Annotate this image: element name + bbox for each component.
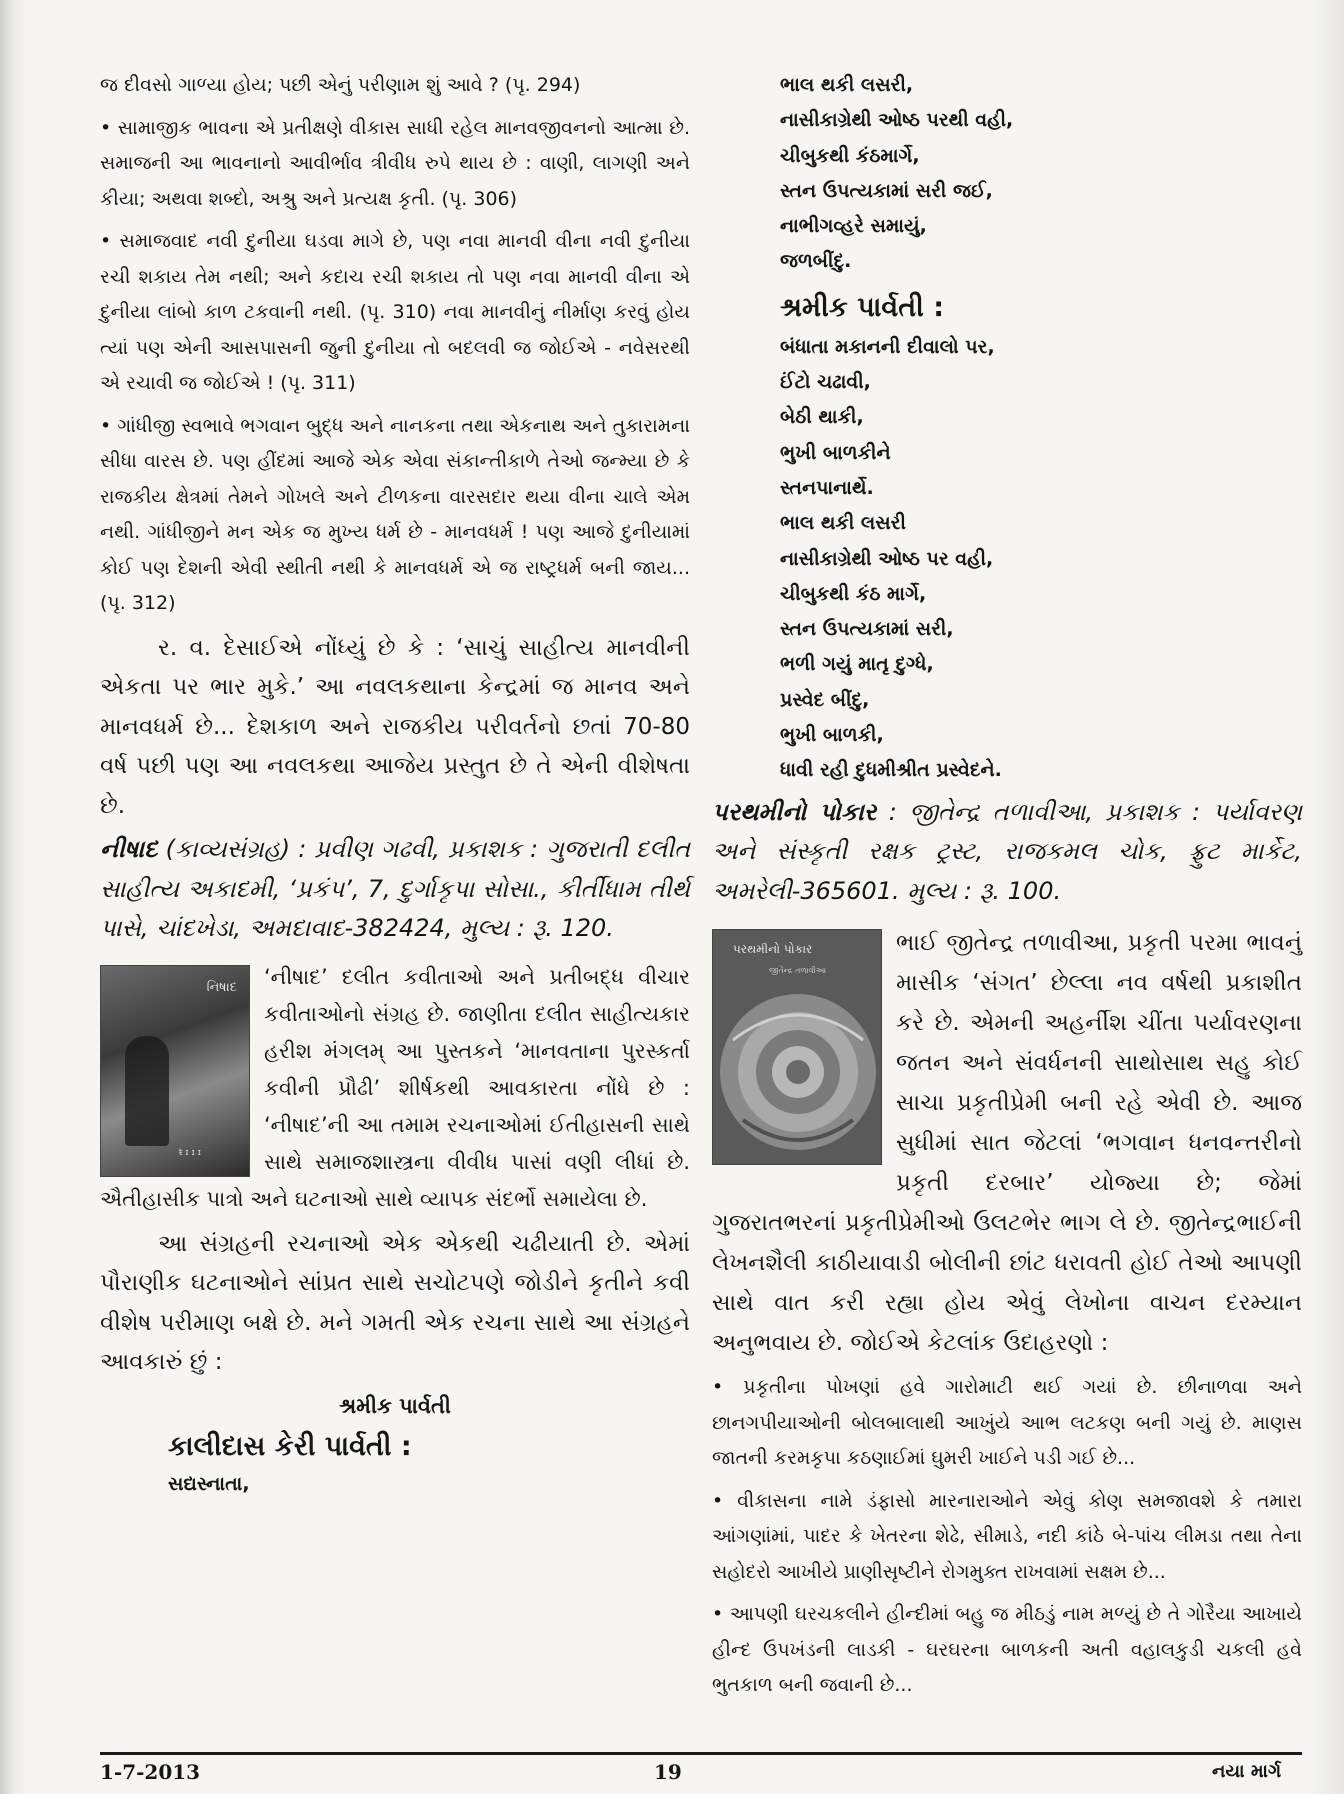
poem-part1-title: કાલીદાસ કેરી પાર્વતી : [168,1430,412,1462]
parthami-cover-author: જીતેન્દ્ર તળાવીઆ [769,966,827,976]
page-number: 19 [654,1760,682,1784]
poem-line: ધાવી રહી દુધમીશ્રીત પ્રસ્વેદને. [780,759,1002,782]
poem-line: ચીબુકથી કંઠ માર્ગે, [780,582,927,605]
poem-stanza-a [712,68,1302,789]
poem-line: ઈંટો ચઢાવી, [780,371,871,394]
footer-rule [100,1752,1302,1755]
quote-nature: • પ્રકૃતીના પોખણાં હવે ગારોમાટી થઈ ગયાં છે. છીનાળવા અને છાનગપીયાઓની બોલબાલાથી આખુંયે આભ લટકણ બની ગયું છે. માણસ જાતની કરમકૃપા કઠણાઈમાં ઘુમરી ખાઈને પડી ગઈ છે... [712,1376,1302,1470]
poem-line: નાસીકાગ્રેથી ઓષ્ઠ પર વહી, [780,547,994,570]
book-nishad-heading [100,830,690,949]
poem-line: સ્તનપાનાર્થે. [780,476,874,499]
paragraph-desai: ર. વ. દેસાઈએ નોંધ્યું છે કે : ‘સાચું સાહીત્ય માનવીની એકતા પર ભાર મુકે.’ આ નવલકથાના કેન્દ્રમાં જ માનવ અને માનવધર્મ છે... દેશકાળ અને રાજકીય પરીવર્તનો છતાં 70-80 વર્ષ પછી પણ આ નવલકથા આજેય પ્રસ્તુત છે તે એની વીશેષતા છે. [100,634,690,819]
parthami-review [712,923,1302,1363]
parthami-cover-title: પરથમીનો પોકાર [733,942,813,957]
paragraph-intro: જ દીવસો ગાળ્યા હોય; પછી એનું પરીણામ શું આવે ? (પૃ. 294) [100,74,581,96]
nishad-cover-image [100,965,250,1177]
poem-line: ભુખી બાળકી, [780,724,884,747]
poem-line: બેઠી થાકી, [780,406,864,429]
quote-socialism: • સમાજવાદ નવી દુનીયા ઘડવા માગે છે, પણ નવા માનવી વીના નવી દુનીયા રચી શકાય તેમ નથી; અને કદાચ રચી શકાય તો પણ નવા માનવી વીના એ દુનીયા લાંબો કાળ ટકવાની નથી. (પૃ. 310) નવા માનવીનું નીર્માણ કરવું હોય ત્યાં પણ એની આસપાસની જુની દુનીયા તો બદલવી જ જોઈએ - નવેસરથી એ રચાવી જ જોઈએ ! (પૃ. 311) [100,230,690,394]
poem-line: ભુખી બાળકીને [780,441,891,464]
left-column [100,68,690,1502]
paragraph-nishad-intro: ‘નીષાદ’ દલીત કવીતાઓ અને પ્રતીબદ્ધ વીચાર કવીતાઓનો સંગ્રહ છે. જાણીતા દલીત સાહીત્યકાર હરીશ મંગલમ્ આ પુસ્તકને ‘માનવતાના પુરસ્કર્તા કવીની પ્રૌઢી’ શીર્ષકથી આવકારતા નોંધે છે : ‘નીષાદ’ની આ તમામ રચનાઓમાં ઈતીહાસની સાથે સાથે સમાજશાસ્ત્રના વીવીધ પાસાં વણી લીધાં છે. ઐતીહાસીક પાત્રો અને ઘટનાઓ સાથે વ્યાપક સંદર્ભો સમાયેલા છે. [100,964,690,1211]
poem-first-line: સદ્યસ્નાતા, [168,1472,250,1495]
poem-line: ભાલ થકી લસરી, [780,74,914,96]
book-parthami-title: પરથમીનો પોકાર [712,797,877,826]
book-nishad-info: (કાવ્યસંગ્રહ) : પ્રવીણ ગઢવી, પ્રકાશક : ગુજરાતી દલીત સાહીત્ય અકાદમી, ‘પ્રકંપ’, 7, દુર્ગાકૃપા સોસા., કીર્તીધામ તીર્થ પાસે, ચાંદખેડા, અમદાવાદ-382424, મુલ્ય : રૂ. 120. [100,835,690,942]
book-nishad-title: નીષાદ [100,835,158,863]
quote-development: • વીકાસના નામે ડંફાસો મારનારાઓને એવું કોણ સમજાવશે કે તમારા આંગણાંમાં, પાદર કે ખેતરના શેઢે, સીમાડે, નદી કાંઠે બે-પાંચ લીમડા તથા તેના સહોદરો આખીયે પ્રાણીસૃષ્ટીને રોગમુક્ત રાખવામાં સક્ષમ છે... [712,1489,1302,1583]
poem-line: સ્તન ઉપત્યકામાં સરી, [780,618,954,641]
poem-line: ચીબુકથી કંઠમાર્ગે, [780,144,920,167]
nishad-review [100,959,690,1218]
poem-line: બંધાતા મકાનની દીવાલો પર, [780,335,995,358]
rose-illustration [713,980,882,1165]
nishad-cover-title: નિષાદ [206,979,237,995]
paragraph-jitendra: ભાઈ જીતેન્દ્ર તળાવીઆ, પ્રકૃતી પરમા ભાવનું માસીક ‘સંગત’ છેલ્લા નવ વર્ષથી પ્રકાશીત કરે છે. એમની અહર્નીશ ચીંતા પર્યાવરણના જતન અને સંવર્ધનની સાથોસાથ સહુ કોઈ સાચા પ્રકૃતીપ્રેમી બની રહે એવી છે. આજ સુધીમાં સાત જેટલાં ‘ભગવાન ધનવન્તરીનો પ્રકૃતી દરબાર’ યોજ્યા છે; જેમાં ગુજરાતભરનાં પ્રકૃતીપ્રેમીઓ ઉલટભેર ભાગ લે છે. જીતેન્દ્રભાઈની લેખનશૈલી કાઠીયાવાડી બોલીની છાંટ ધરાવતી હોઈ તેઓ આપણી સાથે વાત કરી રહ્યા હોય એવું લેખોના વાચન દરમ્યાન અનુભવાય છે. જોઈએ કેટલાંક ઉદાહરણો : [712,930,1302,1357]
magazine-name: નયા માર્ગ [1212,1761,1282,1782]
cover-figure [125,1036,169,1146]
right-column [712,68,1302,1704]
poem-line: ભાલ થકી લસરી [780,512,906,535]
poem-line: નાભીગવ્હરે સમાયું, [780,215,927,238]
poem-line: ભળી ગયું માતૃ દુગ્ધે, [780,653,934,676]
poem-line: સ્તન ઉપત્યકામાં સરી જઈ, [780,179,993,202]
quote-gandhiji: • ગાંધીજી સ્વભાવે ભગવાન બુદ્ધ અને નાનકના તથા એકનાથ અને તુકારામના સીધા વારસ છે. પણ હીંદમાં આજે એક એવા સંકાન્તીકાળે તેઓ જન્મ્યા છે કે રાજકીય ક્ષેત્રમાં તેમને ગોખલે અને ટીળકના વારસદાર થયા વીના ચાલે એમ નથી. ગાંધીજીને મન એક જ મુખ્ય ધર્મ છે - માનવધર્મ ! પણ આજે દુનીયામાં કોઈ પણ દેશની એવી સ્થીતી નથી કે માનવધર્મ એ જ રાષ્ટ્રધર્મ બની જાય... (પૃ. 312) [100,414,690,614]
poem-line: જળબીંદુ. [780,250,852,273]
nishad-cover-mark: ŧ ɪ ɪ ɪ [178,1147,201,1158]
quote-social-feeling: • સામાજીક ભાવના એ પ્રતીક્ષણે વીકાસ સાધી રહેલ માનવજીવનનો આત્મા છે. સમાજની આ ભાવનાનો આવીર્ભાવ ત્રીવીધ રુપે થાય છે : વાણી, લાગણી અને કીયા; અથવા શબ્દો, અશ્રુ અને પ્રત્યક્ષ કૃતી. (પૃ. 306) [100,116,690,210]
quote-sparrow: • આપણી ઘરચકલીને હીન્દીમાં બહુ જ મીઠડું નામ મળ્યું છે તે ગોરૈયા આખાયે હીન્દ ઉપખંડની લાડકી - ઘરઘરના બાળકની અતી વહાલકુડી ચકલી હવે ભુતકાળ બની જવાની છે... [712,1603,1302,1697]
footer-date: 1-7-2013 [100,1760,201,1784]
parthami-cover-image [712,929,882,1165]
book-parthami-info: : જીતેન્દ્ર તળાવીઆ, પ્રકાશક : પર્યાવરણ અને સંસ્કૃતી રક્ષક ટ્રસ્ટ, રાજકમલ ચોક, ફ્રુટ માર્કેટ, અમરેલી-365601. મુલ્ય : રૂ. 100. [712,797,1302,905]
paragraph-collection: આ સંગ્રહની રચનાઓ એક એકથી ચઢીયાતી છે. એમાં પૌરાણીક ઘટનાઓને સાંપ્રત સાથે સચોટપણે જોડીને કૃતીને કવી વીશેષ પરીમાણ બક્ષે છે. મને ગમતી એક રચના સાથે આ સંગ્રહને આવકારું છું : [100,1230,690,1375]
poem-line: પ્રસ્વેદ બીંદુ, [780,688,870,711]
poem-part2-title: શ્રમીક પાર્વતી : [780,291,945,323]
poem-name: શ્રમીક પાર્વતી [339,1393,451,1418]
poem-line: નાસીકાગ્રેથી ઓષ્ઠ પરથી વહી, [780,109,1014,132]
book-parthami-heading [712,793,1302,912]
